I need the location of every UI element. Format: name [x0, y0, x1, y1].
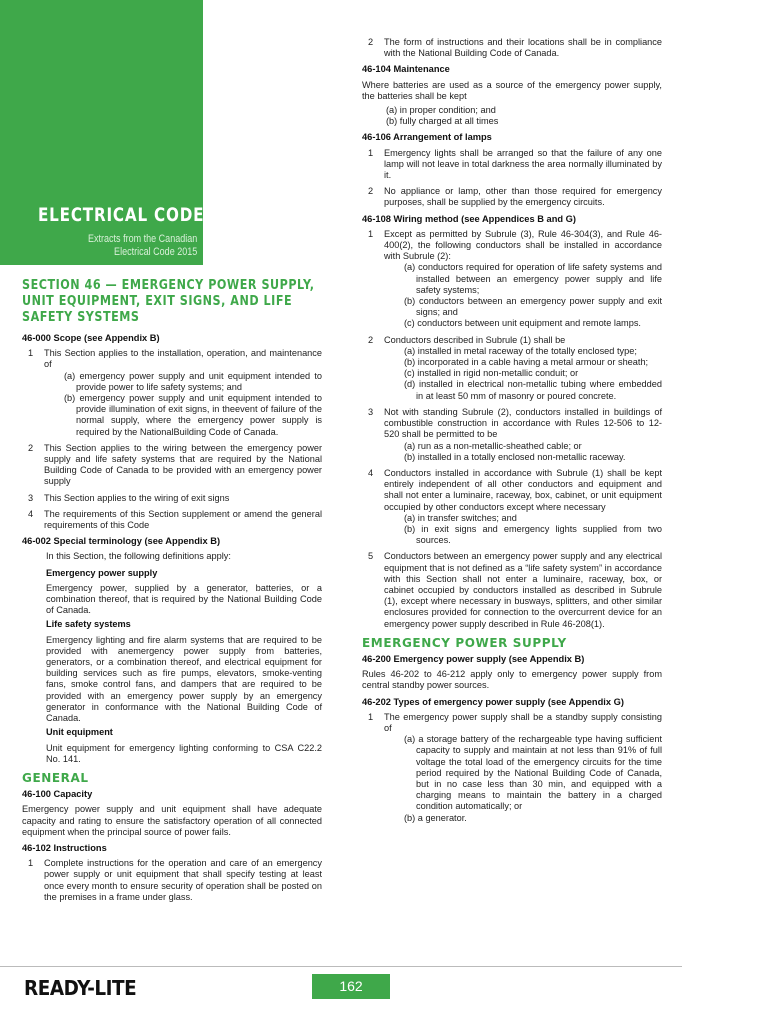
sub-item: (a) in transfer switches; and — [404, 512, 517, 523]
maintenance-b: (b) fully charged at all times — [386, 116, 499, 127]
definition-emergency-power-supply: Emergency power, supplied by a generator, batteries, or a combination thereof, that is required by the National Building Code of Canada. — [46, 582, 322, 616]
item-number: 1 — [28, 348, 34, 359]
item-text: The emergency power supply shall be a standby supply consisting of — [384, 711, 662, 733]
heading-46-000: 46-000 Scope (see Appendix B) — [22, 333, 160, 343]
heading-46-202: 46-202 Types of emergency power supply (see Appendix G) — [362, 696, 624, 707]
instructions-item-2 — [362, 37, 662, 59]
item-text: No appliance or lamp, other than those required for emergency purposes, shall be supplied by the emergency circuits. — [384, 186, 662, 208]
item-text: Conductors between an emergency power supply and any electrical equipment that is not defined as a “life safety system” in accordance with this Section shall not enter a luminaire, raceway, box, or cabinet occupied by conductors installed as described in Subrule (1), except where necessary in busways, splitters, and other similar enclosures provided for connection to the overcurrent device for an emergency power supply described in Rule 46-208(1). — [384, 551, 662, 629]
item-number: 4 — [28, 508, 34, 519]
subtitle-line-1: Extracts from the Canadian — [87, 233, 197, 245]
sub-item: (c) installed in rigid non-metallic conduit; or — [404, 368, 579, 379]
subtitle-line-2: Electrical Code 2015 — [113, 246, 197, 258]
item-number: 4 — [368, 467, 374, 478]
ready-lite-logo: READY-LITE — [24, 976, 137, 1000]
item-number: 2 — [28, 442, 34, 453]
emergency-power-supply-heading: EMERGENCY POWER SUPPLY — [362, 635, 567, 650]
scope-item-1 — [22, 348, 322, 438]
item-number: 1 — [28, 858, 34, 869]
document-title: ELECTRICAL CODE — [38, 204, 205, 226]
maintenance-text: Where batteries are used as a source of the emergency power supply, the batteries shall be kept — [362, 79, 662, 101]
item-text: Except as permitted by Subrule (3), Rule 46-304(3), and Rule 46-400(2), the following conductors shall be installed in accordance with Subrule (2): — [384, 228, 662, 262]
item-text: This Section applies to the wiring of exit signs — [44, 492, 230, 503]
lamps-item-2 — [362, 186, 662, 208]
page-number: 162 — [312, 974, 390, 999]
heading-46-200: 46-200 Emergency power supply (see Appendix B) — [362, 653, 585, 664]
item-number: 3 — [368, 406, 374, 417]
sub-item: (a) conductors required for operation of life safety systems and installed between an emergency power supply and life safety systems; — [404, 262, 662, 295]
wiring-item-3 — [362, 407, 662, 463]
sub-item: (b) a generator. — [404, 812, 467, 823]
definition-unit-equipment: Unit equipment for emergency lighting conforming to CSA C22.2 No. 141. — [46, 742, 322, 764]
sub-item: (b) incorporated in a cable having a metal armour or sheath; — [404, 357, 649, 368]
term-life-safety-systems: Life safety systems — [46, 619, 131, 630]
sub-item: (c) conductors between unit equipment and remote lamps. — [404, 318, 641, 329]
item-number: 5 — [368, 551, 374, 562]
item-text: Complete instructions for the operation and care of an emergency power supply or unit equipment that shall specify testing at least once every month to ensure security of operation shall be posted on the premises in a frame under glass. — [44, 858, 322, 902]
header-green-panel — [0, 0, 203, 265]
lamps-item-1 — [362, 148, 662, 182]
section-title: SECTION 46 — EMERGENCY POWER SUPPLY, UNIT EQUIPMENT, EXIT SIGNS, AND LIFE SAFETY SYSTEMS — [22, 278, 315, 325]
wiring-item-4 — [362, 468, 662, 546]
document-subtitle — [88, 233, 197, 259]
sub-item: (a) installed in metal raceway of the totally enclosed type; — [404, 345, 637, 356]
item-number: 1 — [368, 228, 374, 239]
item-number: 2 — [368, 37, 374, 47]
terminology-intro: In this Section, the following definitions apply: — [46, 551, 231, 562]
scope-item-3 — [22, 493, 322, 504]
heading-46-102: 46-102 Instructions — [22, 842, 107, 853]
heading-46-002: 46-002 Special terminology (see Appendix B) — [22, 536, 221, 547]
term-emergency-power-supply: Emergency power supply — [46, 567, 158, 578]
item-text: Conductors installed in accordance with Subrule (1) shall be kept entirely independent of all other conductors and equipment and shall not enter a luminaire, raceway, box, cabinet, or unit equipment occupied by other conductors except where necessary — [384, 467, 662, 512]
types-item-1 — [362, 712, 662, 824]
left-column — [22, 278, 322, 908]
item-number: 1 — [368, 711, 374, 722]
scope-item-2 — [22, 443, 322, 488]
item-text: The form of instructions and their locations shall be in compliance with the National Building Code of Canada. — [384, 37, 662, 59]
capacity-text: Emergency power supply and unit equipment shall have adequate capacity and rating to ensure the satisfactory operation of all connected equipment when the principal source of power fails. — [22, 804, 322, 837]
instructions-item-1 — [22, 858, 322, 903]
right-column — [362, 37, 662, 829]
heading-46-108: 46-108 Wiring method (see Appendices B and G) — [362, 213, 576, 224]
term-unit-equipment: Unit equipment — [46, 727, 113, 738]
item-text: The requirements of this Section supplement or amend the general requirements of this Code — [44, 508, 322, 531]
item-number: 3 — [28, 492, 34, 503]
sub-item: (a) a storage battery of the rechargeable type having sufficient capacity to supply and maintain at not less than 91% of full voltage the total load of the emergency circuits for the time period required by the National Building Code of Canada, but in no case less than 30 min, and equipped with a charging means to maintain the battery in a charged condition automatically; or — [404, 734, 662, 812]
item-text: This Section applies to the installation, operation, and maintenance of — [44, 348, 322, 370]
definition-life-safety-systems: Emergency lighting and fire alarm systems that are required to be provided with anemergency power supply from batteries, generators, or a combination thereof, and electrical equipment for building services such as fire pumps, elevators, smoke-venting fans, smoke control fans, and dampers that are required to be provided with an emergency power supply by an emergency generator in conformance with the National Building Code of Canada. — [46, 634, 322, 724]
item-text: This Section applies to the wiring between the emergency power supply and life safety systems that are required by the National Building Code of Canada to be provided with an emergency power supply — [44, 442, 322, 487]
wiring-item-5 — [362, 551, 662, 629]
heading-46-106: 46-106 Arrangement of lamps — [362, 132, 492, 143]
wiring-item-2 — [362, 335, 662, 402]
item-number: 2 — [368, 186, 374, 197]
item-number: 2 — [368, 334, 374, 345]
sub-item: (b) emergency power supply and unit equipment intended to provide illumination of exit signs, in theevent of failure of the normal supply, where the emergency power supply is required by the NationalBuilding Code of Canada. — [64, 393, 322, 437]
sub-item: (d) installed in electrical non-metallic tubing where embedded in at least 50 mm of masonry or poured concrete. — [404, 379, 662, 401]
item-text: Emergency lights shall be arranged so that the failure of any one lamp will not leave in total darkness the area normally illuminated by it. — [384, 147, 662, 181]
item-text: Conductors described in Subrule (1) shall be — [384, 334, 566, 345]
wiring-item-1 — [362, 229, 662, 330]
sub-item: (a) emergency power supply and unit equipment intended to provide power to life safety systems; and — [64, 370, 322, 392]
heading-46-100: 46-100 Capacity — [22, 789, 93, 800]
eps-text: Rules 46-202 to 46-212 apply only to emergency power supply from central standby power sources. — [362, 669, 662, 691]
general-heading: GENERAL — [22, 770, 89, 785]
heading-46-104: 46-104 Maintenance — [362, 64, 450, 75]
sub-item: (a) run as a non-metallic-sheathed cable; or — [404, 440, 582, 451]
sub-item: (b) installed in a totally enclosed non-metallic raceway. — [404, 451, 626, 462]
item-text: Not with standing Subrule (2), conductors installed in buildings of combustible construction in accordance with Rules 12-506 to 12-520 shall be permitted to be — [384, 406, 662, 440]
item-number: 1 — [368, 147, 374, 158]
maintenance-a: (a) in proper condition; and — [386, 105, 496, 116]
sub-item: (b) in exit signs and emergency lights supplied from two sources. — [404, 523, 662, 546]
sub-item: (b) conductors between an emergency power supply and exit signs; and — [404, 296, 662, 318]
scope-item-4 — [22, 509, 322, 531]
footer-divider — [0, 966, 682, 967]
